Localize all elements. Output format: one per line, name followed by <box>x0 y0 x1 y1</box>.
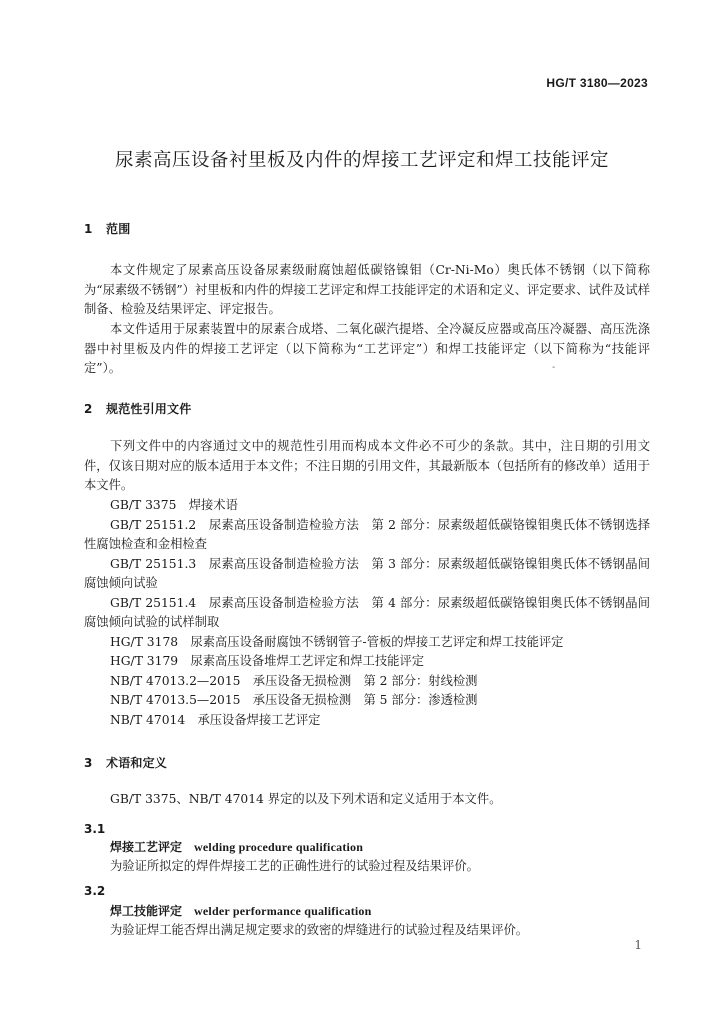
reference-item: GB/T 3375 焊接术语 <box>110 498 238 512</box>
section-2-number: 2 <box>84 402 93 416</box>
reference-item: GB/T 25151.3 尿素高压设备制造检验方法 第 3 部分：尿素级超低碳铬镍钼奥氏体不锈钢晶间腐蚀倾向试验 <box>84 556 650 590</box>
section-2-heading <box>84 400 191 417</box>
section-1-paragraph-1: 本文件规定了尿素高压设备尿素级耐腐蚀超低碳铬镍钼（Cr-Ni-Mo）奥氏体不锈钢（以下简称为“尿素级不锈钢”）衬里板和内件的焊接工艺评定和焊工技能评定的术语和定义、评定要求、试件及试样制备、检验及结果评定、评定报告。 <box>84 263 650 316</box>
term-chinese: 焊工技能评定 <box>110 904 183 918</box>
term-english: welding procedure qualification <box>194 840 364 854</box>
term-english: welder performance qualification <box>194 904 372 918</box>
reference-item: HG/T 3178 尿素高压设备耐腐蚀不锈钢管子-管板的焊接工艺评定和焊工技能评定 <box>110 634 564 649</box>
reference-list <box>84 496 650 730</box>
stray-mark: - <box>552 362 556 373</box>
term-number: 3.1 <box>84 822 106 836</box>
page-number: 1 <box>634 938 642 952</box>
section-1-paragraph-2: 本文件适用于尿素装置中的尿素合成塔、二氧化碳汽提塔、全冷凝反应器或高压冷凝器、高压洗涤器中衬里板及内件的焊接工艺评定（以下简称为“工艺评定”）和焊工技能评定（以下简称为“技能评定”）。 <box>84 322 650 375</box>
term-definition: 为验证所拟定的焊件焊接工艺的正确性进行的试验过程及结果评价。 <box>110 859 479 873</box>
term-definition: 为验证焊工能否焊出满足规定要求的致密的焊缝进行的试验过程及结果评价。 <box>110 923 529 937</box>
section-1-number: 1 <box>84 222 93 236</box>
reference-item: NB/T 47013.5—2015 承压设备无损检测 第 5 部分：渗透检测 <box>110 693 478 707</box>
section-3-intro: GB/T 3375、NB/T 47014 界定的以及下列术语和定义适用于本文件。 <box>110 792 502 806</box>
reference-item: NB/T 47013.2—2015 承压设备无损检测 第 2 部分：射线检测 <box>110 673 478 688</box>
reference-item: NB/T 47014 承压设备焊接工艺评定 <box>110 712 321 727</box>
section-3-title: 术语和定义 <box>106 756 168 770</box>
standard-code: HG/T 3180—2023 <box>546 76 648 90</box>
term-heading <box>110 838 363 855</box>
section-3-number: 3 <box>84 756 93 770</box>
section-2-title: 规范性引用文件 <box>106 402 192 416</box>
term-chinese: 焊接工艺评定 <box>110 840 183 854</box>
term-heading <box>110 902 372 919</box>
term-number: 3.2 <box>84 884 106 898</box>
section-2-intro: 下列文件中的内容通过文中的规范性引用而构成本文件必不可少的条款。其中，注日期的引用文件，仅该日期对应的版本适用于本文件；不注日期的引用文件，其最新版本（包括所有的修改单）适用于本文件。 <box>84 439 650 492</box>
reference-item: GB/T 25151.4 尿素高压设备制造检验方法 第 4 部分：尿素级超低碳铬镍钼奥氏体不锈钢晶间腐蚀倾向试验的试样制取 <box>84 595 650 629</box>
section-3-heading <box>84 754 167 771</box>
reference-item: GB/T 25151.2 尿素高压设备制造检验方法 第 2 部分：尿素级超低碳铬镍钼奥氏体不锈钢选择性腐蚀检查和金相检查 <box>84 517 650 551</box>
reference-item: HG/T 3179 尿素高压设备堆焊工艺评定和焊工技能评定 <box>110 654 425 668</box>
section-1-heading <box>84 220 130 237</box>
document-title: 尿素高压设备衬里板及内件的焊接工艺评定和焊工技能评定 <box>114 150 609 171</box>
section-1-title: 范围 <box>106 222 131 236</box>
